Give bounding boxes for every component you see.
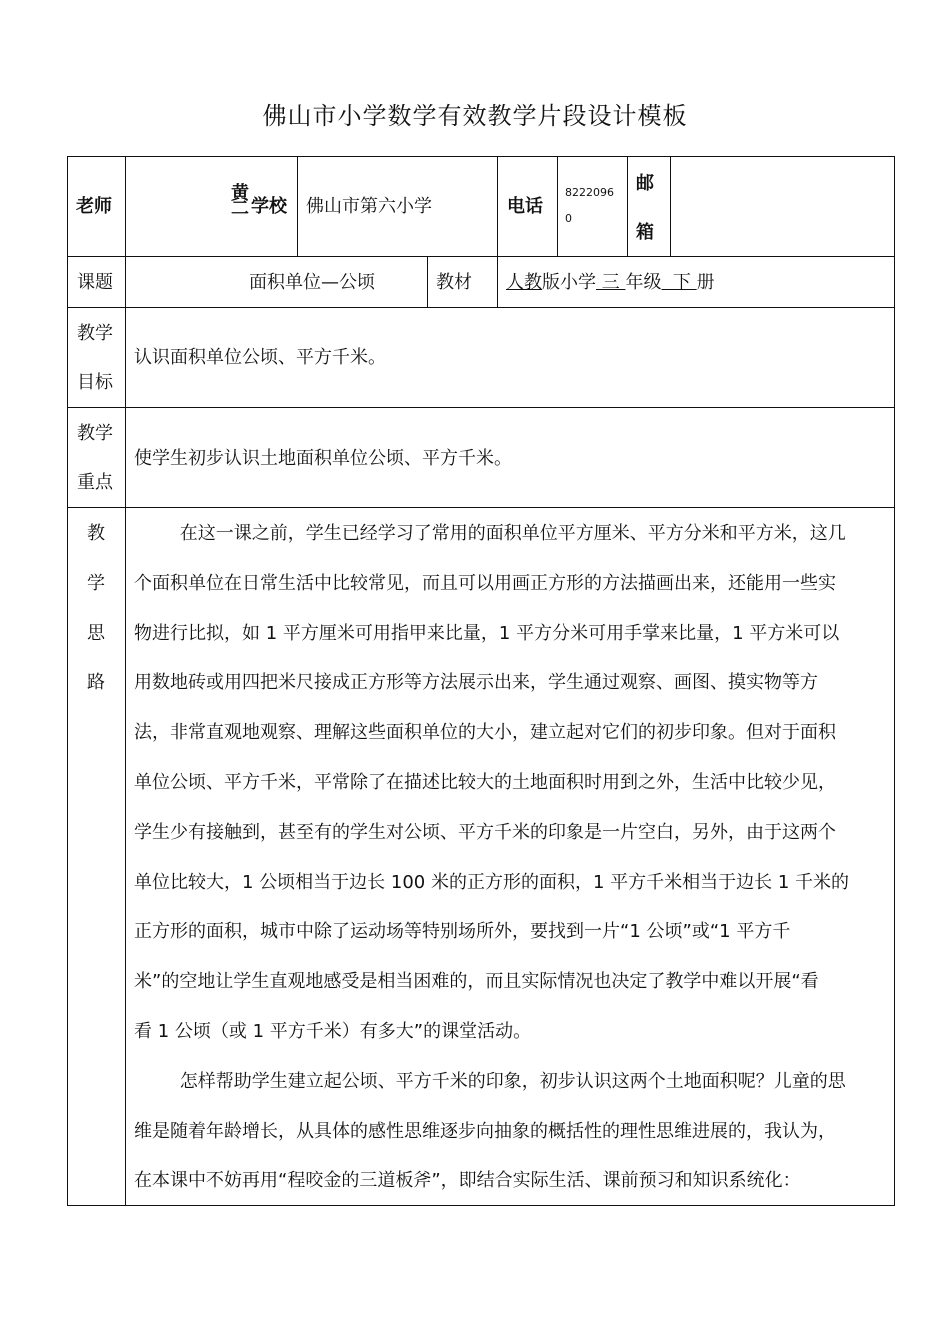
textbook-value [506,272,715,294]
teacher-name-bottom: 二 [231,198,249,219]
email-label-1: 邮 [636,173,654,194]
approach-line: 法，非常直观地观察、理解这些面积单位的大小，建立起对它们的初步印象。但对于面积 [134,722,836,743]
textbook-term: 下 [661,272,697,293]
approach-line: 物进行比拟，如 1 平方厘米可用指甲来比量，1 平方分米可用手掌来比量，1 平方米可以 [134,623,840,644]
topic-label: 课题 [77,272,113,293]
teacher-label: 老师 [76,196,112,217]
textbook-text: 册 [696,272,715,293]
school-label: 学校 [251,196,287,217]
phone-value-line2: 0 [565,212,572,225]
approach-line: 学生少有接触到，甚至有的学生对公顷、平方千米的印象是一片空白，另外，由于这两个 [134,822,836,843]
topic-value: 面积单位—公顷 [249,272,375,293]
cell-divider [497,256,498,307]
table-border-top [67,156,895,157]
approach-line: 在本课中不妨再用“程咬金的三道板斧”，即结合实际生活、课前预习和知识系统化： [134,1170,801,1191]
approach-line: 个面积单位在日常生活中比较常见，而且可以用画正方形的方法描画出来，还能用一些实 [134,573,836,594]
approach-line: 单位公顷、平方千米，平常除了在描述比较大的土地面积时用到之外，生活中比较少见， [134,772,836,793]
cell-divider [497,156,498,256]
page-title: 佛山市小学数学有效教学片段设计模板 [262,102,688,130]
goal-label-2: 目标 [77,372,113,393]
textbook-text: 版小学 [542,272,596,293]
approach-label-char: 教 [87,523,105,544]
row-divider [67,256,895,257]
phone-label: 电话 [507,196,543,217]
approach-line: 怎样帮助学生建立起公顷、平方千米的印象，初步认识这两个土地面积呢？儿童的思 [134,1071,846,1092]
approach-line: 米”的空地让学生直观地感受是相当困难的，而且实际情况也决定了教学中难以开展“看 [134,971,819,992]
row-divider [67,407,895,408]
approach-line: 用数地砖或用四把米尺接成正方形等方法展示出来，学生通过观察、画图、摸实物等方 [134,672,818,693]
textbook-text: 年级 [625,272,662,293]
focus-label-2: 重点 [77,472,113,493]
approach-label-char: 学 [87,573,105,594]
approach-line: 在这一课之前，学生已经学习了常用的面积单位平方厘米、平方分米和平方米，这几 [134,523,846,544]
approach-label-char: 思 [87,623,105,644]
approach-line: 维是随着年龄增长，从具体的感性思维逐步向抽象的概括性的理性思维进展的，我认为， [134,1121,836,1142]
goal-label-1: 教学 [77,323,113,344]
goal-text: 认识面积单位公顷、平方千米。 [134,347,386,368]
focus-text: 使学生初步认识土地面积单位公顷、平方千米。 [134,448,512,469]
cell-divider [627,156,628,256]
table-border-right [894,156,895,1206]
approach-line: 看 1 公顷（或 1 平方千米）有多大”的课堂活动。 [134,1021,532,1042]
row-divider [67,507,895,508]
email-label-2: 箱 [636,222,654,243]
cell-divider [297,156,298,256]
school-value: 佛山市第六小学 [306,196,432,217]
cell-divider [670,156,671,256]
label-column-divider [125,156,126,1206]
textbook-grade: 三 [596,272,626,293]
approach-line: 单位比较大，1 公顷相当于边长 100 米的正方形的面积，1 平方千米相当于边长 1 千米的 [134,872,850,893]
textbook-publisher: 人教 [506,272,542,293]
focus-label-1: 教学 [77,423,113,444]
textbook-label: 教材 [436,272,472,293]
teacher-name-top: 黄 [231,183,249,204]
approach-line: 正方形的面积，城市中除了运动场等特别场所外，要找到一片“1 公顷”或“1 平方千 [134,921,791,942]
cell-divider [557,156,558,256]
approach-label-char: 路 [87,672,105,693]
row-divider [67,307,895,308]
phone-value-line1: 8222096 [565,186,614,199]
cell-divider [427,256,428,307]
table-border-bottom [67,1205,895,1206]
table-border-left [67,156,68,1206]
